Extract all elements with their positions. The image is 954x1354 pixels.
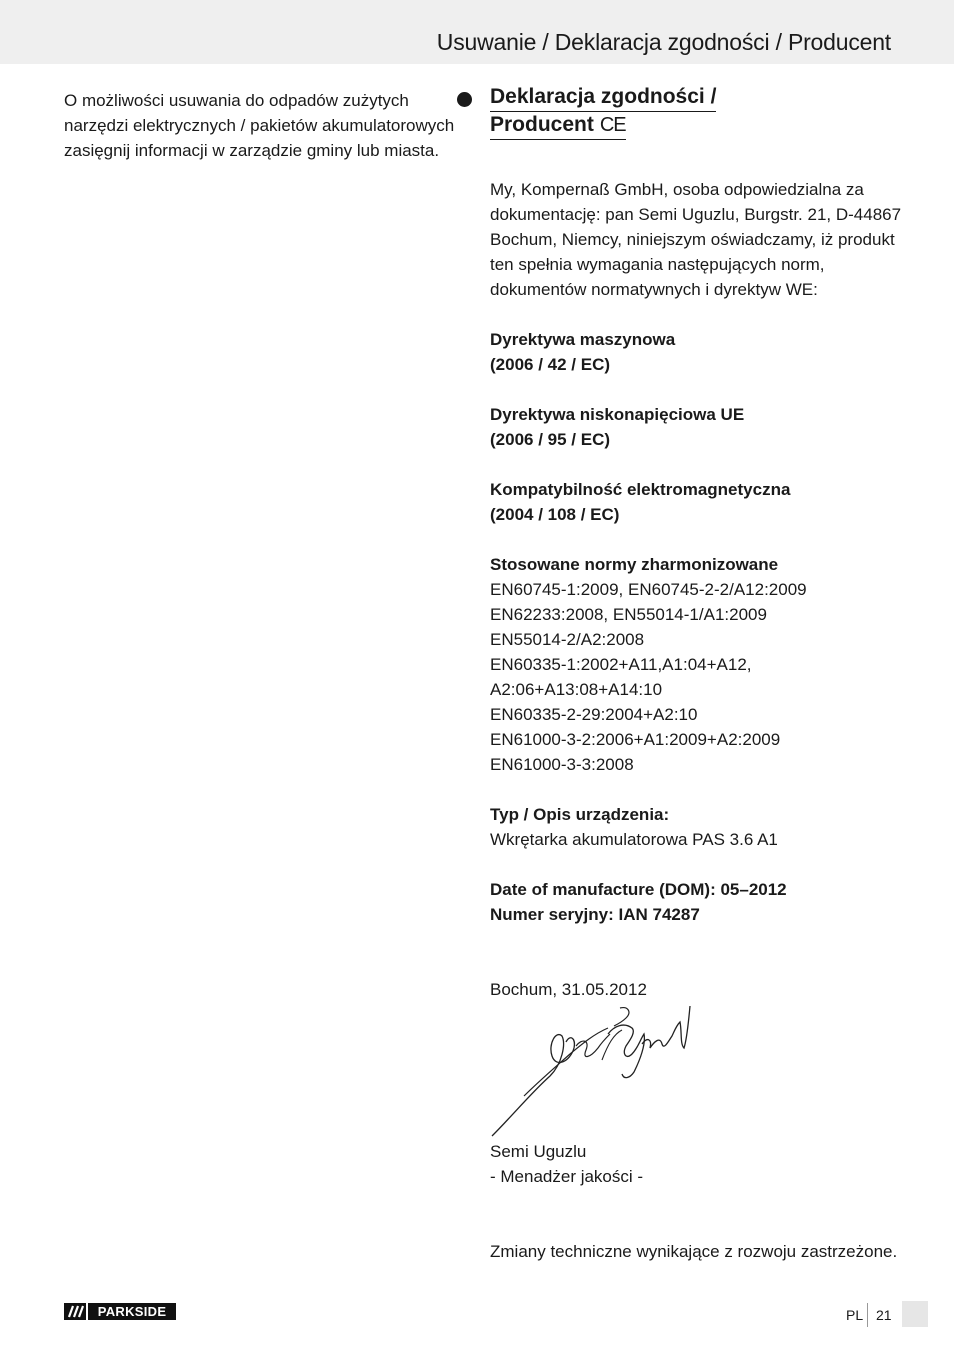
standard-line: EN60335-2-29:2004+A2:10 [490,705,698,724]
bullet-icon [457,92,472,107]
footer-page-number: 21 [876,1307,892,1323]
standard-line: EN60335-1:2002+A11,A1:04+A12, [490,655,752,674]
manufacture-block [490,877,910,927]
technical-changes-note: Zmiany techniczne wynikające z rozwoju zastrzeżone. [490,1242,898,1261]
footer-language: PL [846,1307,864,1323]
directive-2 [490,402,910,452]
declaration-heading-line1: Deklaracja zgodności / [490,84,716,112]
device-type-block [490,802,910,852]
standard-line: EN55014-2/A2:2008 [490,630,645,649]
standard-line: A2:06+A13:08+A14:10 [490,680,663,699]
standard-line: EN61000-3-2:2006+A1:2009+A2:2009 [490,730,781,749]
standard-line: EN62233:2008, EN55014-1/A1:2009 [490,605,767,624]
signer-name: Semi Uguzlu [490,1142,587,1161]
directive-3 [490,477,910,527]
date-of-manufacture: Date of manufacture (DOM): 05–2012 [490,880,787,899]
logo-brand-text: PARKSIDE [88,1303,176,1320]
footer-tab-marker [902,1301,928,1327]
logo-stripes-icon [64,1303,86,1320]
serial-number: Numer seryjny: IAN 74287 [490,905,700,924]
declaration-heading-line2 [490,112,626,140]
directive-name: Dyrektywa niskonapięciowa UE [490,405,745,424]
place-and-date: Bochum, 31.05.2012 [490,980,647,999]
page-title: Usuwanie / Deklaracja zgodności / Producent [436,29,891,55]
standards-block [490,552,910,777]
signer-role: - Menadżer jakości - [490,1167,644,1186]
parkside-logo [64,1303,176,1320]
header-band [0,0,954,64]
ce-mark-icon: CE [599,114,626,136]
footer-divider [867,1303,868,1327]
device-type-value: Wkrętarka akumulatorowa PAS 3.6 A1 [490,830,778,849]
standards-heading: Stosowane normy zharmonizowane [490,555,779,574]
directive-code: (2006 / 42 / EC) [490,355,611,374]
standard-line: EN60745-1:2009, EN60745-2-2/A12:2009 [490,580,807,599]
directive-1 [490,327,910,377]
declaration-heading [457,84,910,140]
standard-line: EN61000-3-3:2008 [490,755,634,774]
directive-code: (2004 / 108 / EC) [490,505,620,524]
directive-code: (2006 / 95 / EC) [490,430,611,449]
directive-name: Dyrektywa maszynowa [490,330,676,349]
declaration-intro: My, Kompernaß GmbH, osoba odpowiedzialna za dokumentację: pan Semi Uguzlu, Burgstr. 21, D-44867 Bochum, Niemcy, niniejszym oświadczamy, iż produkt ten spełnia wymagania następujących norm, dokumentów normatywnych i dyrektyw WE: [490,180,902,299]
right-column [490,84,910,1264]
device-type-label: Typ / Opis urządzenia: [490,805,670,824]
directive-name: Kompatybilność elektromagnetyczna [490,480,791,499]
declaration-heading-producer: Producent [490,113,594,136]
disposal-paragraph: O możliwości usuwania do odpadów zużytych narzędzi elektrycznych / pakietów akumulatorowych zasięgnij informacji w zarządzie gminy lub miasta. [64,91,455,160]
signature-image [490,1004,700,1139]
left-column [64,88,464,163]
